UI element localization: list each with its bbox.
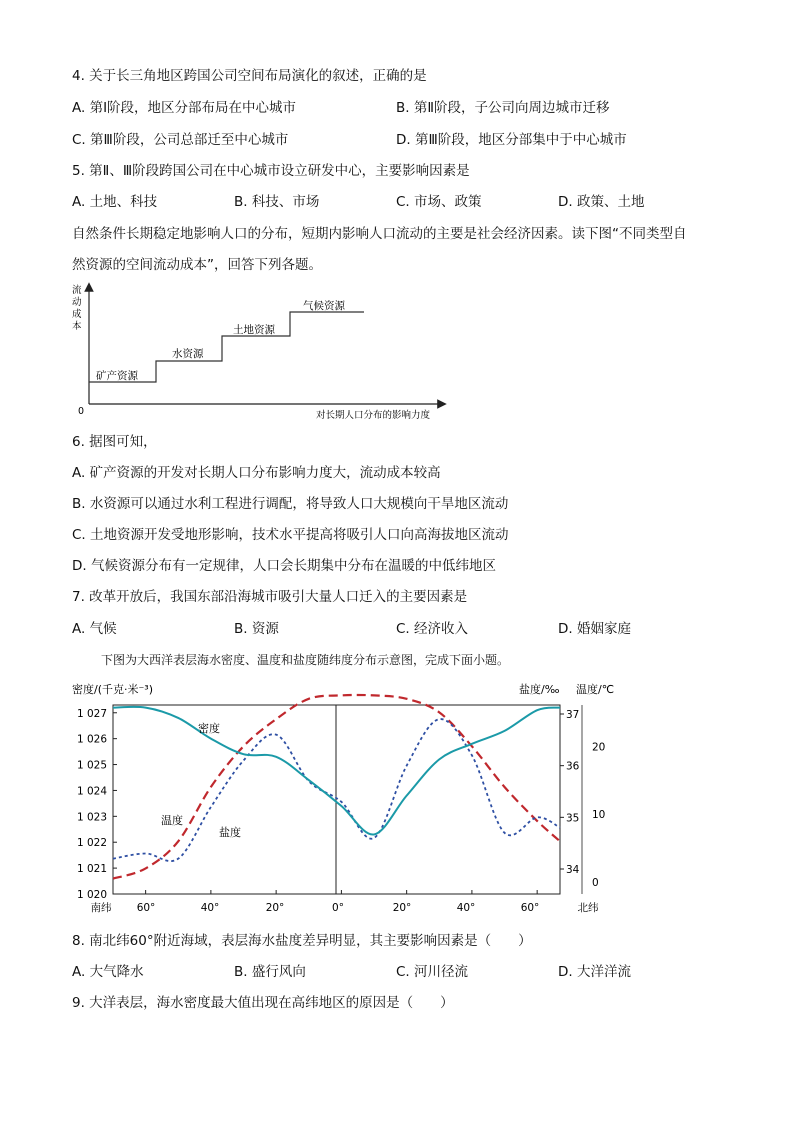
fig1-origin: 0 — [78, 406, 85, 417]
density-tick-label: 1 023 — [76, 811, 107, 824]
q4-option-d[interactable]: D. 第Ⅲ阶段，地区分部集中于中心城市 — [396, 132, 627, 148]
q4-stem: 4. 关于长三角地区跨国公司空间布局演化的叙述，正确的是 — [72, 68, 427, 84]
latitude-tick-label: 20° — [392, 902, 412, 914]
q5-option-c[interactable]: C. 市场、政策 — [396, 194, 482, 210]
q7-option-a[interactable]: A. 气候 — [72, 621, 117, 637]
q5-option-b[interactable]: B. 科技、市场 — [234, 194, 320, 210]
salinity-tick-label: 36 — [566, 760, 580, 773]
q8-option-d[interactable]: D. 大洋洋流 — [558, 964, 631, 980]
intro2-text: 下图为大西洋表层海水密度、温度和盐度随纬度分布示意图，完成下面小题。 — [101, 653, 510, 667]
fig1-ylabel-char: 本 — [72, 321, 82, 332]
chart-temp-axis-label: 温度/℃ — [576, 683, 615, 696]
temp-tick-label: 20 — [592, 741, 606, 754]
intro1-line1: 自然条件长期稳定地影响人口的分布，短期内影响人口流动的主要是社会经济因素。读下图“不同类型自 — [72, 226, 687, 242]
q7-stem: 7. 改革开放后，我国东部沿海城市吸引大量人口迁入的主要因素是 — [72, 589, 468, 605]
temp-tick-label: 0 — [592, 877, 599, 889]
temp-tick-label: 10 — [592, 809, 606, 822]
latitude-tick-label: 40° — [200, 902, 220, 914]
q6-option-c[interactable]: C. 土地资源开发受地形影响，技术水平提高将吸引人口向高海拔地区流动 — [72, 527, 509, 543]
latitude-tick-label: 0° — [332, 902, 344, 914]
q4-option-b[interactable]: B. 第Ⅱ阶段，子公司向周边城市迁移 — [396, 100, 610, 116]
q6-option-b[interactable]: B. 水资源可以通过水利工程进行调配，将导致人口大规模向干旱地区流动 — [72, 496, 509, 512]
step-label-climate: 气候资源 — [303, 300, 345, 312]
latitude-tick-label: 40° — [456, 902, 476, 914]
latitude-tick-label: 南纬 — [90, 902, 112, 914]
density-tick-label: 1 026 — [76, 733, 107, 746]
density-tick-label: 1 027 — [76, 707, 107, 720]
density-tick-label: 1 021 — [76, 863, 107, 876]
latitude-tick-label: 60° — [136, 902, 156, 914]
temperature-series-label: 温度 — [161, 814, 183, 827]
step-label-mineral: 矿产资源 — [96, 370, 138, 382]
q5-stem: 5. 第Ⅱ、Ⅲ阶段跨国公司在中心城市设立研发中心，主要影响因素是 — [72, 163, 470, 179]
q6-option-d[interactable]: D. 气候资源分布有一定规律，人口会长期集中分布在温暖的中低纬地区 — [72, 558, 496, 574]
latitude-tick-label: 20° — [265, 902, 285, 914]
chart-salinity-axis-label: 盐度/‰ — [519, 683, 560, 696]
latitude-tick-label: 60° — [520, 902, 540, 914]
q8-stem: 8. 南北纬60°附近海域，表层海水盐度差异明显，其主要影响因素是（ ） — [72, 933, 532, 949]
ocean-chart — [0, 677, 794, 917]
resource-cost-diagram — [0, 281, 794, 421]
q4-option-c[interactable]: C. 第Ⅲ阶段，公司总部迁至中心城市 — [72, 132, 289, 148]
density-tick-label: 1 024 — [76, 785, 107, 798]
step-label-water: 水资源 — [172, 348, 204, 360]
fig1-xlabel: 对长期人口分布的影响力度 — [316, 410, 431, 421]
fig1-ylabel-char: 动 — [72, 297, 82, 308]
q5-option-a[interactable]: A. 土地、科技 — [72, 194, 158, 210]
salinity-series-label: 盐度 — [219, 826, 241, 839]
salinity-tick-label: 35 — [566, 812, 580, 825]
fig1-ylabel-char: 流 — [72, 285, 82, 296]
q4-option-a[interactable]: A. 第Ⅰ阶段，地区分部布局在中心城市 — [72, 100, 297, 116]
density-tick-label: 1 025 — [76, 759, 107, 772]
q5-option-d[interactable]: D. 政策、土地 — [558, 194, 645, 210]
intro1-line2: 然资源的空间流动成本”，回答下列各题。 — [72, 257, 322, 273]
chart-left-axis-label: 密度/(千克·米⁻³) — [72, 683, 154, 696]
density-series-label: 密度 — [198, 722, 220, 735]
q6-stem: 6. 据图可知， — [72, 434, 157, 450]
step-label-land: 土地资源 — [233, 324, 275, 336]
q8-option-b[interactable]: B. 盛行风向 — [234, 964, 306, 980]
density-tick-label: 1 020 — [76, 889, 107, 901]
q9-stem: 9. 大洋表层，海水密度最大值出现在高纬地区的原因是（ ） — [72, 995, 454, 1011]
q7-option-c[interactable]: C. 经济收入 — [396, 621, 469, 637]
q8-option-c[interactable]: C. 河川径流 — [396, 964, 469, 980]
density-tick-label: 1 022 — [76, 837, 107, 850]
salinity-tick-label: 37 — [566, 709, 580, 721]
q7-option-b[interactable]: B. 资源 — [234, 621, 279, 637]
q6-option-a[interactable]: A. 矿产资源的开发对长期人口分布影响力度大，流动成本较高 — [72, 465, 441, 481]
fig1-ylabel-char: 成 — [72, 309, 82, 320]
salinity-tick-label: 34 — [566, 864, 580, 876]
latitude-tick-label: 北纬 — [577, 902, 599, 914]
q7-option-d[interactable]: D. 婚姻家庭 — [558, 621, 631, 637]
q8-option-a[interactable]: A. 大气降水 — [72, 964, 144, 980]
